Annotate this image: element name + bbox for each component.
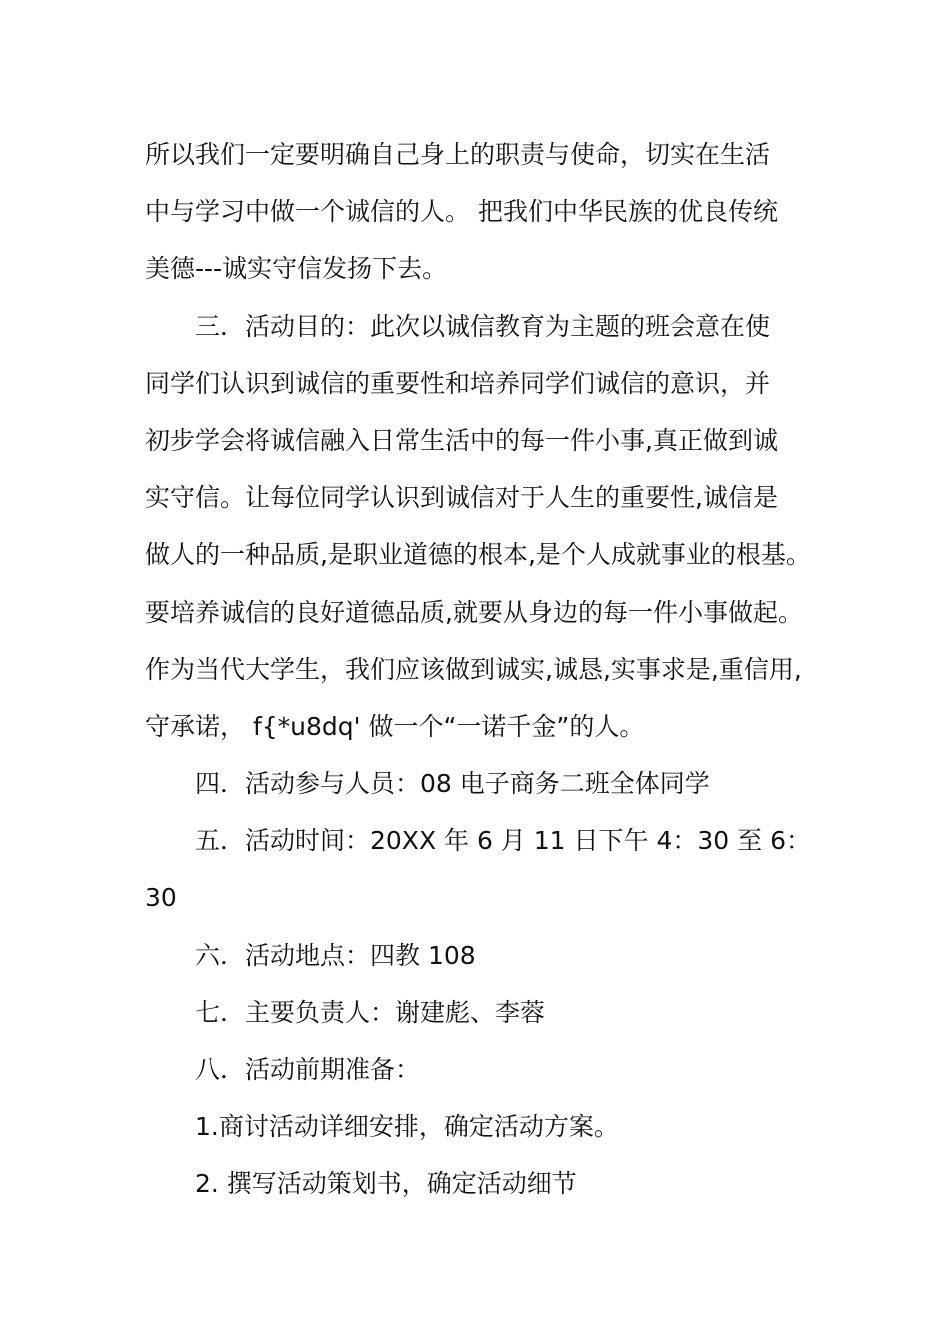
text-line: 守承诺， f{*u8dq' 做一个“一诺千金”的人。: [145, 711, 645, 741]
text-line: 所以我们一定要明确自己身上的职责与使命，切实在生活: [145, 140, 771, 169]
section-heading-purpose: 三．活动目的：此次以诚信教育为主题的班会意在使: [195, 311, 771, 341]
section-participants: 四．活动参与人员：08 电子商务二班全体同学: [195, 769, 710, 799]
list-item-prep-1: 1.商讨活动详细安排，确定活动方案。: [195, 1112, 619, 1142]
text-line: 做人的一种品质,是职业道德的根本,是个人成就事业的根基。: [145, 540, 811, 570]
text-line: 30: [145, 883, 177, 913]
text-line: 初步学会将诚信融入日常生活中的每一件小事,真正做到诚: [145, 425, 778, 455]
text-line: 作为当代大学生，我们应该做到诚实,诚恳,实事求是,重信用,: [145, 654, 802, 684]
section-responsible: 七．主要负责人：谢建彪、李蓉: [195, 997, 546, 1027]
text-line: 实守信。让每位同学认识到诚信对于人生的重要性,诚信是: [145, 483, 778, 513]
text-line: 美德---诚实守信发扬下去。: [145, 254, 448, 284]
section-preparation: 八．活动前期准备：: [195, 1055, 421, 1084]
list-item-prep-2: 2. 撰写活动策划书，确定活动细节: [195, 1169, 577, 1199]
text-line: 同学们认识到诚信的重要性和培养同学们诚信的意识，并: [145, 368, 771, 398]
section-location: 六．活动地点：四教 108: [195, 940, 476, 970]
text-line: 要培养诚信的良好道德品质,就要从身边的每一件小事做起。: [145, 597, 803, 627]
document-body: [145, 126, 835, 1213]
text-line: 中与学习中做一个诚信的人。 把我们中华民族的优良传统: [145, 197, 778, 227]
section-time: 五．活动时间：20XX 年 6 月 11 日下午 4：30 至 6：: [195, 826, 811, 856]
